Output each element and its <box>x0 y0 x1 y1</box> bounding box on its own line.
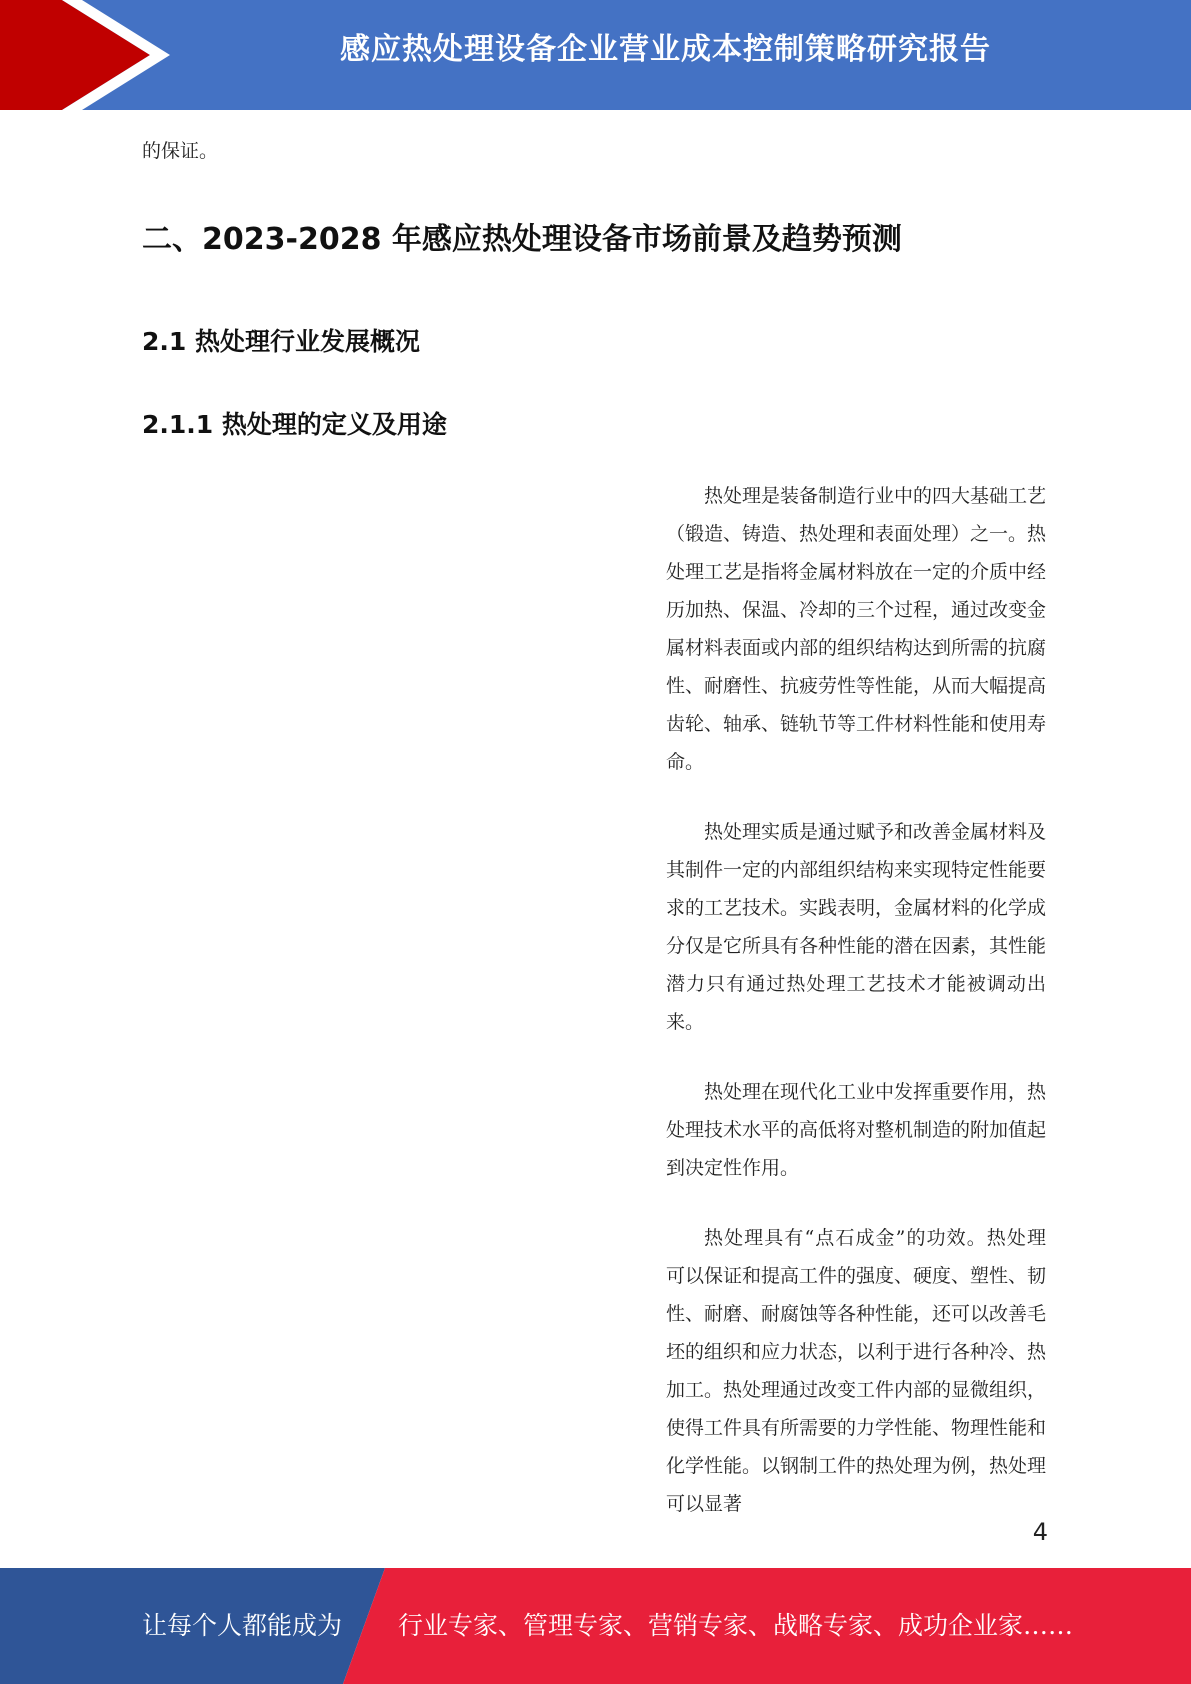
section-title: 二、2023-2028 年感应热处理设备市场前景及趋势预测 <box>142 222 902 257</box>
paragraph: 热处理在现代化工业中发挥重要作用，热处理技术水平的高低将对整机制造的附加值起到决定性作用。 <box>666 1081 1047 1179</box>
page-number: 4 <box>1032 1518 1048 1546</box>
footer-slogan-left: 让每个人都能成为 <box>142 1611 343 1640</box>
intro-text: 的保证。 <box>142 140 219 162</box>
header-title: 感应热处理设备企业营业成本控制策略研究报告 <box>340 32 991 67</box>
body-column <box>666 477 1046 1555</box>
paragraph: 热处理是装备制造行业中的四大基础工艺（锻造、铸造、热处理和表面处理）之一。热处理工艺是指将金属材料放在一定的介质中经历加热、保温、冷却的三个过程，通过改变金属材料表面或内部的组织结构达到所需的抗腐性、耐磨性、抗疲劳性等性能，从而大幅提高齿轮、轴承、链轨节等工件材料性能和使用寿命。 <box>666 485 1047 773</box>
paragraph: 热处理实质是通过赋予和改善金属材料及其制件一定的内部组织结构来实现特定性能要求的工艺技术。实践表明，金属材料的化学成分仅是它所具有各种性能的潜在因素，其性能潜力只有通过热处理工艺技术才能被调动出来。 <box>666 821 1047 1033</box>
page-header <box>0 0 1191 110</box>
subsubsection-title: 2.1.1 热处理的定义及用途 <box>142 410 447 439</box>
footer-slogan-right: 行业专家、管理专家、营销专家、战略专家、成功企业家…… <box>398 1611 1074 1640</box>
paragraph: 热处理具有“点石成金”的功效。热处理可以保证和提高工件的强度、硬度、塑性、韧性、耐磨、耐腐蚀等各种性能，还可以改善毛坯的组织和应力状态，以利于进行各种冷、热加工。热处理通过改变工件内部的显微组织，使得工件具有所需要的力学性能、物理性能和化学性能。以钢制工件的热处理为例，热处理可以显著 <box>666 1227 1047 1515</box>
subsection-title: 2.1 热处理行业发展概况 <box>142 327 420 356</box>
page-footer <box>0 1568 1191 1684</box>
